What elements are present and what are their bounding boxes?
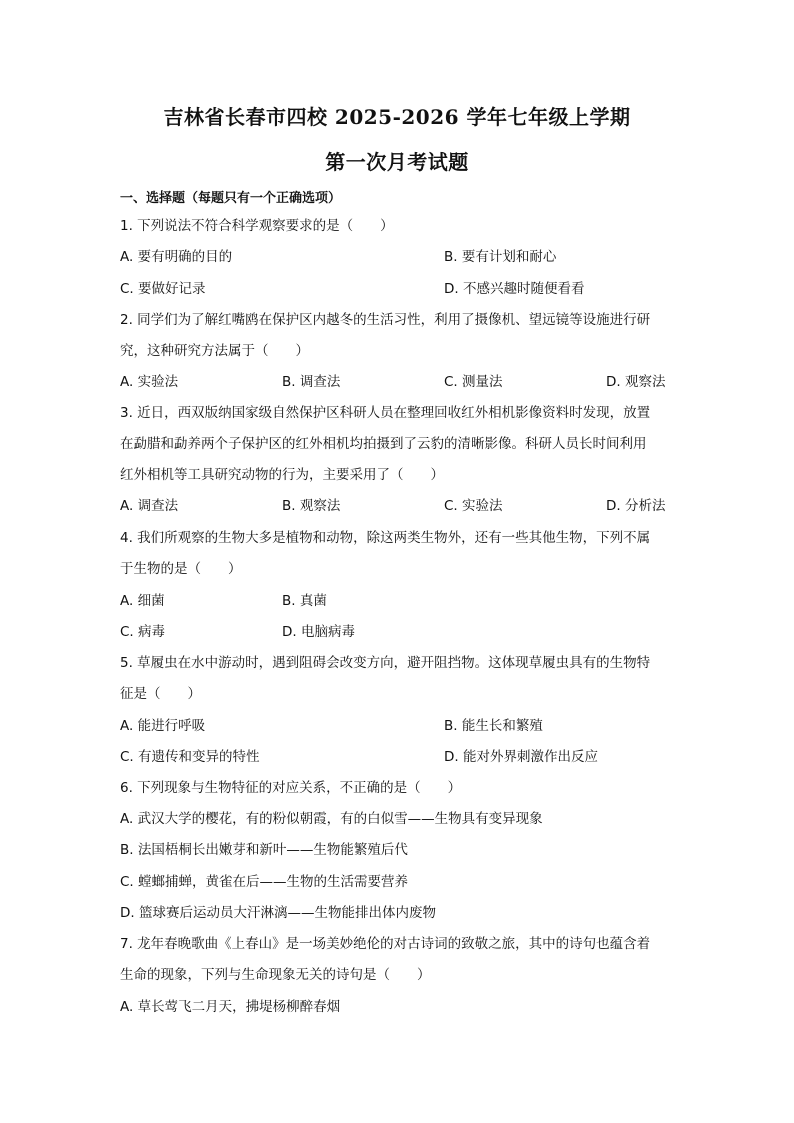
q5-option-b: B. 能生长和繁殖: [444, 718, 543, 734]
q6-option-a: A. 武汉大学的樱花，有的粉似朝霞，有的白似雪——生物具有变异现象: [120, 811, 543, 827]
question-4-stem-line2: 于生物的是（ ）: [120, 561, 242, 577]
q3-option-d: D. 分析法: [606, 498, 666, 514]
q5-option-d: D. 能对外界刺激作出反应: [444, 749, 598, 765]
exam-title-line1: 吉林省长春市四校 2025-2026 学年七年级上学期: [163, 105, 631, 129]
q4-option-d: D. 电脑病毒: [282, 624, 355, 640]
q3-option-a: A. 调查法: [120, 498, 179, 514]
q1-option-a: A. 要有明确的目的: [120, 249, 233, 265]
q4-option-b: B. 真菌: [282, 593, 327, 609]
q3-option-c: C. 实验法: [444, 498, 503, 514]
question-3-stem-line1: 3. 近日，西双版纳国家级自然保护区科研人员在整理回收红外相机影像资料时发现，放置: [120, 405, 651, 421]
question-4-stem-line1: 4. 我们所观察的生物大多是植物和动物，除这两类生物外，还有一些其他生物，下列不属: [120, 530, 651, 546]
q6-option-c: C. 螳螂捕蝉，黄雀在后——生物的生活需要营养: [120, 874, 409, 890]
question-6-stem: 6. 下列现象与生物特征的对应关系，不正确的是（ ）: [120, 780, 462, 796]
q3-option-b: B. 观察法: [282, 498, 341, 514]
q1-option-b: B. 要有计划和耐心: [444, 249, 557, 265]
q1-option-d: D. 不感兴趣时随便看看: [444, 281, 585, 297]
question-2-stem-line2: 究，这种研究方法属于（ ）: [120, 343, 309, 359]
q6-option-b: B. 法国梧桐长出嫩芽和新叶——生物能繁殖后代: [120, 842, 408, 858]
question-7-stem-line1: 7. 龙年春晚歌曲《上春山》是一场美妙绝伦的对古诗词的致敬之旅，其中的诗句也蕴含着: [120, 936, 651, 952]
q2-option-c: C. 测量法: [444, 374, 503, 390]
question-5-stem-line1: 5. 草履虫在水中游动时，遇到阻碍会改变方向，避开阻挡物。这体现草履虫具有的生物特: [120, 655, 651, 671]
q6-option-d: D. 篮球赛后运动员大汗淋漓——生物能排出体内废物: [120, 905, 436, 921]
question-3-stem-line2: 在勐腊和勐养两个子保护区的红外相机均拍摄到了云豹的清晰影像。科研人员长时间利用: [120, 436, 647, 452]
question-3-stem-line3: 红外相机等工具研究动物的行为，主要采用了（ ）: [120, 467, 444, 483]
section-heading: 一、选择题（每题只有一个正确选项）: [120, 191, 342, 206]
question-2-stem-line1: 2. 同学们为了解红嘴鸥在保护区内越冬的生活习性，利用了摄像机、望远镜等设施进行研: [120, 312, 651, 328]
q2-option-a: A. 实验法: [120, 374, 179, 390]
exam-title-line2: 第一次月考试题: [325, 150, 469, 174]
q5-option-a: A. 能进行呼吸: [120, 718, 206, 734]
question-5-stem-line2: 征是（ ）: [120, 686, 201, 702]
q2-option-b: B. 调查法: [282, 374, 341, 390]
q5-option-c: C. 有遗传和变异的特性: [120, 749, 260, 765]
q4-option-a: A. 细菌: [120, 593, 165, 609]
question-7-stem-line2: 生命的现象，下列与生命现象无关的诗句是（ ）: [120, 967, 431, 983]
question-1-stem: 1. 下列说法不符合科学观察要求的是（ ）: [120, 218, 394, 234]
q4-option-c: C. 病毒: [120, 624, 166, 640]
q2-option-d: D. 观察法: [606, 374, 666, 390]
q7-option-a: A. 草长莺飞二月天，拂堤杨柳醉春烟: [120, 999, 341, 1015]
q1-option-c: C. 要做好记录: [120, 281, 206, 297]
